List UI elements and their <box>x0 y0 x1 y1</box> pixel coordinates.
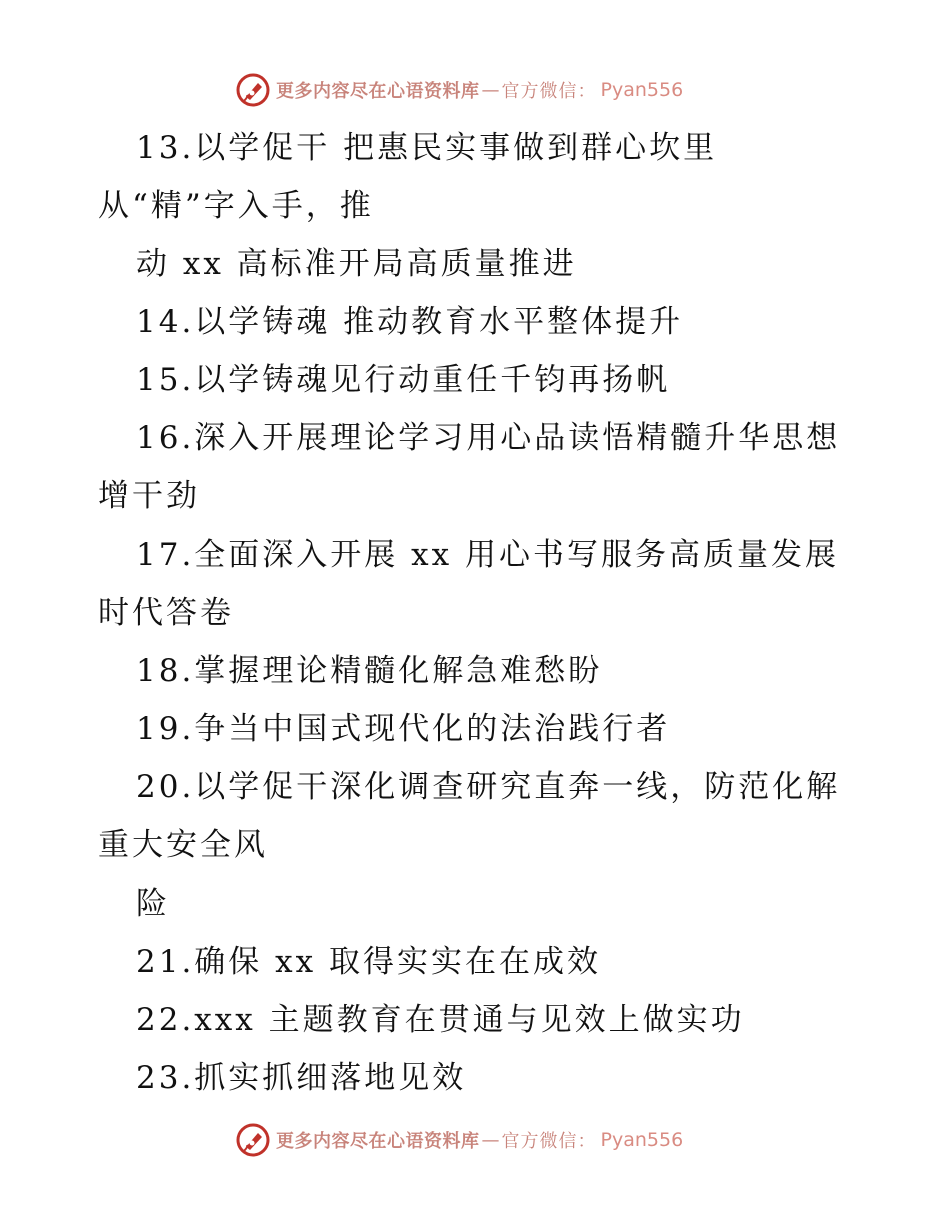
list-item-20-continuation-2: 险 <box>136 886 170 922</box>
footer-contact-id: Pyan556 <box>600 1129 684 1151</box>
list-item-17: 17.全面深入开展 xx 用心书写服务高质量发展 <box>136 537 839 573</box>
header-contact-id: Pyan556 <box>600 79 684 101</box>
footer-dash: — <box>481 1129 500 1151</box>
list-item-13: 13.以学促干 把惠民实事做到群心坎里 <box>136 130 718 166</box>
header-brand-text: 更多内容尽在心语资料库 <box>276 81 480 102</box>
list-item-16: 16.深入开展理论学习用心品读悟精髓升华思想 <box>136 420 841 456</box>
header-banner <box>234 70 683 110</box>
list-item-13-continuation-2: 动 xx 高标准开局高质量推进 <box>136 246 577 282</box>
list-item-23: 23.抓实抓细落地见效 <box>136 1060 467 1096</box>
header-dash: — <box>481 79 500 101</box>
header-contact-label: 官方微信： <box>501 81 597 102</box>
list-item-18: 18.掌握理论精髓化解急难愁盼 <box>136 653 603 689</box>
list-item-22: 22.xxx 主题教育在贯通与见效上做实功 <box>136 1002 745 1038</box>
pen-nib-logo-icon <box>234 1121 272 1159</box>
footer-banner <box>234 1120 683 1160</box>
list-item-21: 21.确保 xx 取得实实在在成效 <box>136 944 601 980</box>
list-item-17-continuation: 时代答卷 <box>98 595 234 631</box>
list-item-16-continuation: 增干劲 <box>98 478 200 514</box>
pen-nib-logo-icon <box>234 71 272 109</box>
list-item-20: 20.以学促干深化调查研究直奔一线，防范化解 <box>136 769 841 805</box>
list-item-19: 19.争当中国式现代化的法治践行者 <box>136 711 671 747</box>
footer-brand-text: 更多内容尽在心语资料库 <box>276 1131 480 1152</box>
list-item-13-continuation: 从“精”字入手，推 <box>98 188 374 224</box>
list-item-15: 15.以学铸魂见行动重任千钧再扬帆 <box>136 362 671 398</box>
footer-contact-label: 官方微信： <box>501 1131 597 1152</box>
list-item-20-continuation: 重大安全风 <box>98 827 268 863</box>
list-item-14: 14.以学铸魂 推动教育水平整体提升 <box>136 304 684 340</box>
